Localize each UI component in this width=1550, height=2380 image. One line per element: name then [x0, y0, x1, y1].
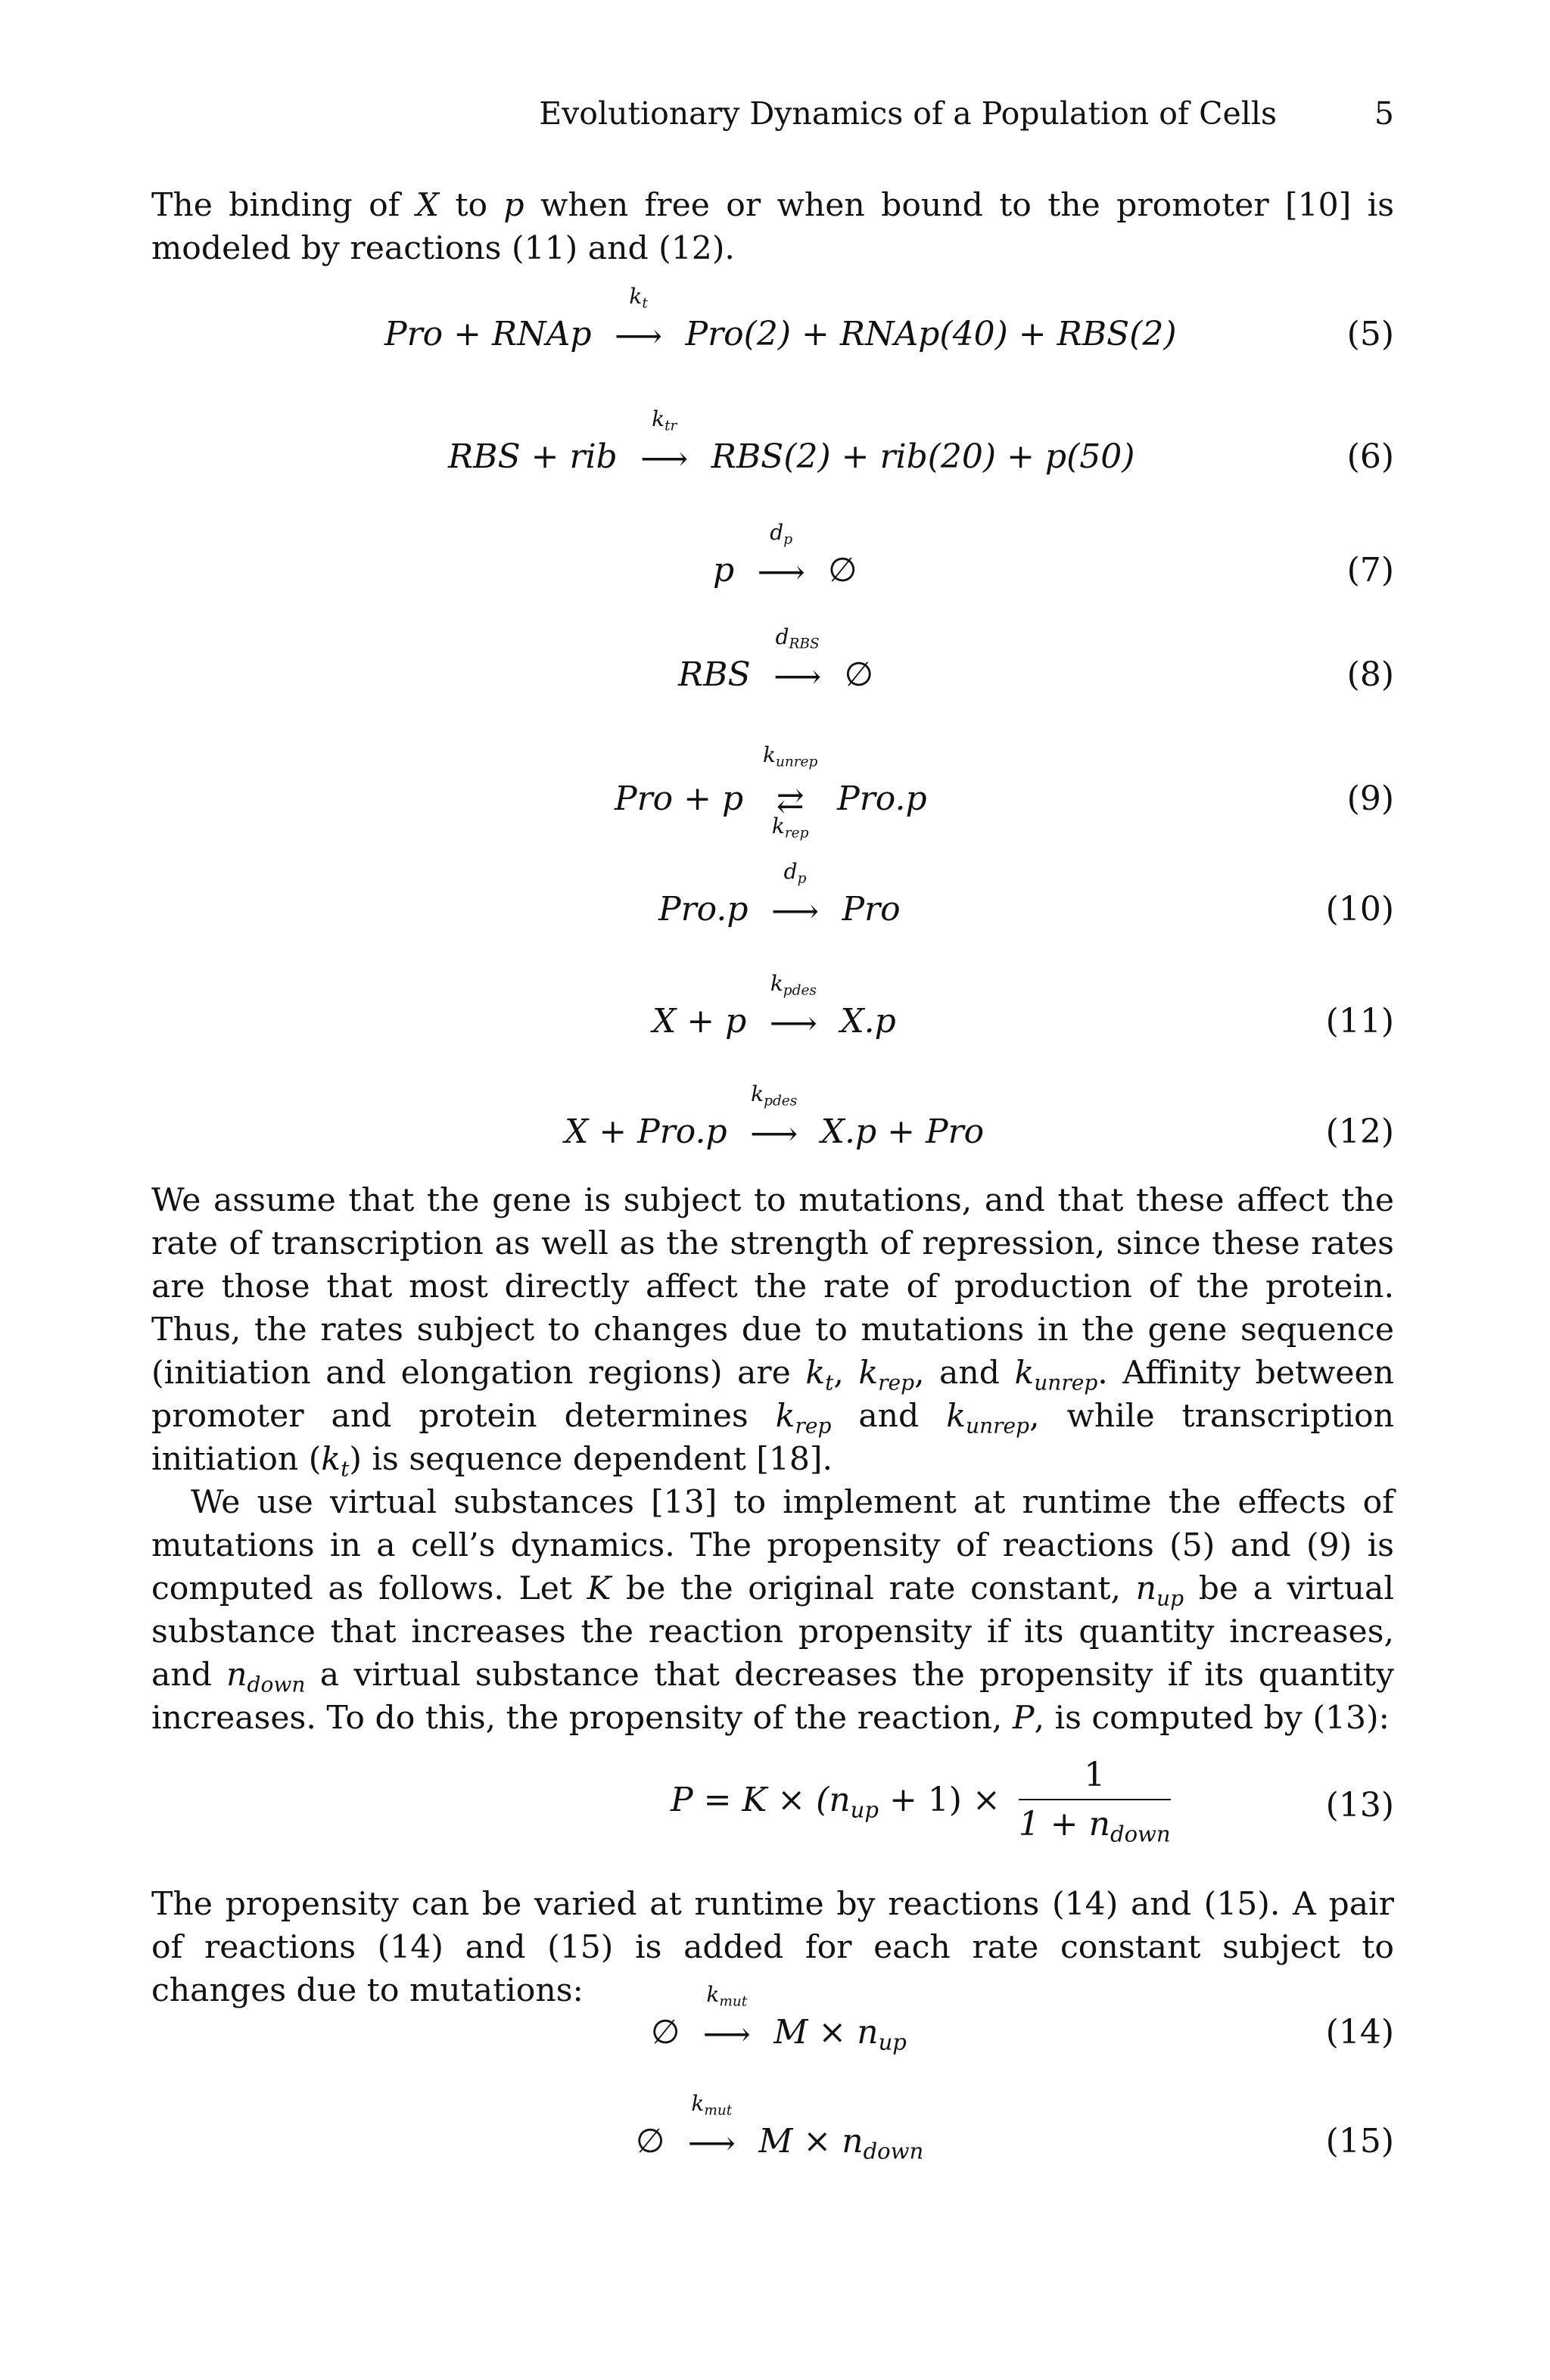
equation-13: $P = K \times (n_{up} + 1)$ × $\frac{1}{1 + n_{down}}$ (13) [671, 1756, 1394, 1847]
equation-number: (5) [1346, 315, 1394, 353]
eq-lhs: p [713, 551, 735, 590]
equation-8 [151, 624, 1394, 731]
equation-number: (11) [1325, 1002, 1394, 1041]
equation-6 [151, 406, 1394, 513]
eq-rhs: RBS(2) + rib(20) + p(50) [711, 437, 1135, 476]
equation-15 [151, 2091, 1394, 2198]
equation-number: (7) [1346, 551, 1394, 590]
equation-5 [151, 284, 1394, 390]
equation-11 [151, 971, 1394, 1078]
equation-number: (15) [1325, 2122, 1394, 2161]
paragraph-propensity: The propensity can be varied at runtime by reactions (14) and (15). A pair of reactions (14) and (15) is added for each rate constant subject to changes due to mutations: [151, 1886, 1394, 2009]
eq-rhs: $M \times n_{down}$ [758, 2122, 924, 2164]
reversible-arrow: $k_{unrep}$ ⇄ $k_{rep}$ [762, 742, 818, 842]
equation-12 [151, 1081, 1394, 1188]
eq-lhs: Pro + p [615, 779, 744, 818]
eq-lhs: ∅ [636, 2122, 665, 2161]
reaction-arrow: $d_p$ ⟶ [757, 520, 805, 592]
equation-number: (10) [1325, 890, 1394, 929]
eq-rhs: Pro.p [837, 779, 927, 818]
eq-rhs: ∅ [844, 655, 873, 694]
reaction-arrow: $k_{tr}$ ⟶ [640, 406, 689, 478]
equation-number: (6) [1346, 437, 1394, 476]
equation-number: (8) [1346, 655, 1394, 694]
running-header [151, 95, 1394, 133]
equation-number: (14) [1325, 2013, 1394, 2052]
equation-7 [151, 520, 1394, 627]
equation-number: (12) [1325, 1112, 1394, 1151]
running-title: Evolutionary Dynamics of a Population of Cells [539, 95, 1277, 132]
eq-lhs: Pro.p [658, 890, 749, 929]
eq-rhs: X.p + Pro [820, 1112, 985, 1151]
page-number: 5 [1374, 95, 1394, 132]
eq-rhs: Pro [842, 890, 901, 929]
reaction-arrow: $k_{pdes}$ ⟶ [750, 1081, 798, 1153]
eq-rhs: $M \times n_{up}$ [773, 2013, 907, 2055]
eq-lhs: Pro + RNAp [384, 315, 592, 353]
equation-10 [151, 859, 1394, 966]
eq-rhs: ∅ [828, 551, 857, 590]
reaction-arrow: $k_t$ ⟶ [615, 284, 663, 356]
reaction-arrow: $k_{mut}$ ⟶ [702, 1982, 751, 2054]
paragraph-mutations: We assume that the gene is subject to mutations, and that these affect the rate of transcription as well as the strength of repression, since these rates are those that most directly affect the rate of production of the protein. Thus, the rates subject to changes due to mutations in the gene sequence (initiation and elongation regions) are $k_t$, $k_{rep}$, and $k_{unrep}$. Affinity between promoter and protein determines $k_{rep}$ and $k_{unrep}$, while transcription initiation $(k_t)$ is sequence dependent [18]. [151, 1182, 1395, 1482]
eq-lhs: X + Pro.p [565, 1112, 727, 1151]
equation-number: (9) [1346, 779, 1394, 818]
equation-number: (13) [1325, 1786, 1394, 1825]
eq-lhs: RBS [678, 655, 751, 694]
eq-lhs: ∅ [651, 2013, 680, 2052]
equation-14 [151, 1982, 1394, 2089]
eq-rhs: Pro(2) + RNAp(40) + RBS(2) [685, 315, 1177, 353]
fraction: $\frac{1}{1 + n_{down}}$ [1018, 1756, 1171, 1847]
reaction-arrow: $k_{pdes}$ ⟶ [769, 971, 817, 1043]
reaction-arrow: $d_p$ ⟶ [770, 859, 820, 931]
paragraph-virtual-substances: We use virtual substances [13] to implement at runtime the effects of mutations in a cell’s dynamics. The propensity of reactions (5) and (9) is computed as follows. Let K be the original rate constant, $n_{up}$ be a virtual substance that increases the reaction propensity if its quantity increases, and $n_{down}$ a virtual substance that decreases the propensity if its quantity increases. To do this, the propensity of the reaction, P, is computed by (13): [151, 1484, 1394, 1737]
reaction-arrow: $d_{RBS}$ ⟶ [773, 624, 822, 696]
eq-lhs: X + p [652, 1002, 747, 1041]
reaction-arrow: $k_{mut}$ ⟶ [687, 2091, 736, 2163]
intro-paragraph: The binding of X to p when free or when bound to the promoter [10] is modeled by reactions (11) and (12). [151, 187, 1395, 267]
equation-9 [151, 742, 1394, 855]
eq-rhs: X.p [840, 1002, 896, 1041]
eq-lhs: RBS + rib [448, 437, 618, 476]
